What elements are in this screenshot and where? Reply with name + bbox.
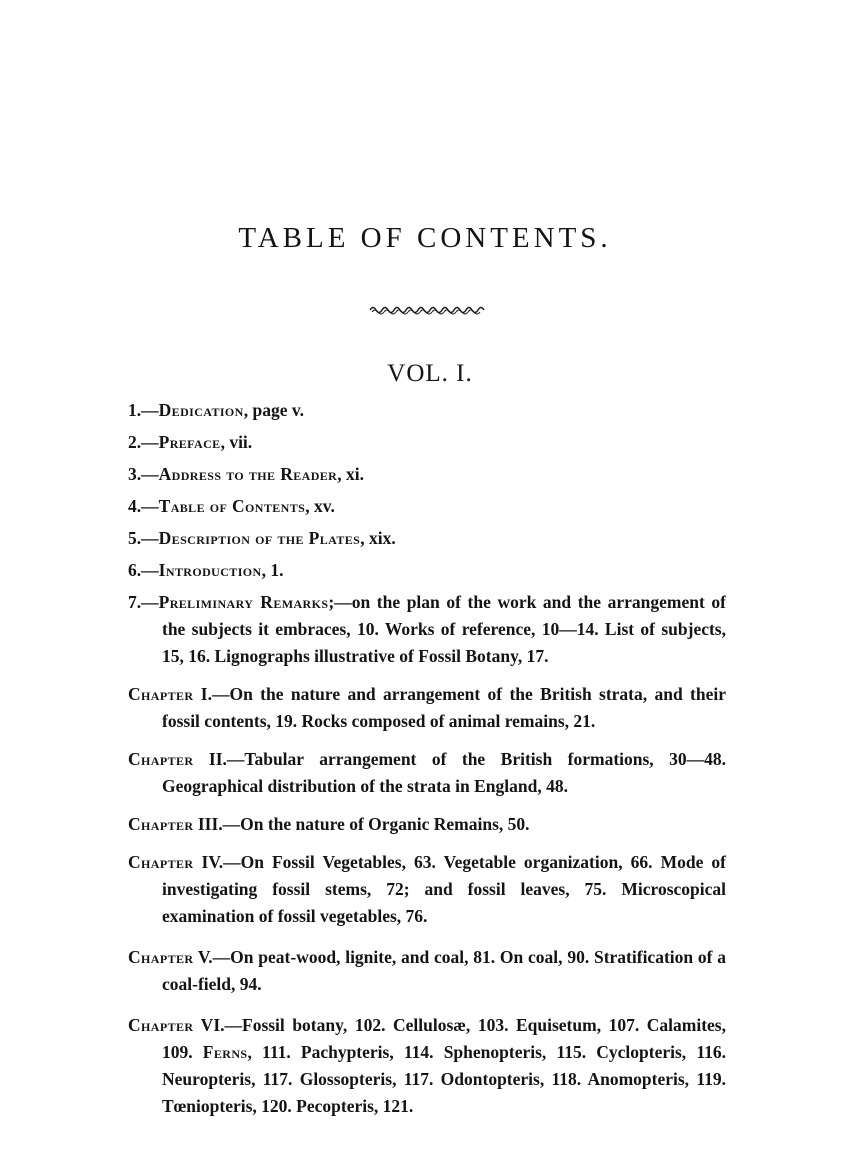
page-title: TABLE OF CONTENTS. bbox=[238, 222, 612, 254]
toc-entry-plates: 5.—Description of the Plates, xix. bbox=[128, 528, 396, 548]
wavy-ornament-icon bbox=[368, 302, 488, 316]
toc-entry-table-of-contents: 4.—Table of Contents, xv. bbox=[128, 496, 335, 516]
toc-entry-dedication: 1.—Dedication, page v. bbox=[128, 400, 305, 420]
toc-entry-chapter-5: Chapter V.—On peat-wood, lignite, and coal, 81. On coal, 90. Stratification of a coal-field, 94. bbox=[128, 947, 726, 994]
toc-entry-chapter-4: Chapter IV.—On Fossil Vegetables, 63. Vegetable organization, 66. Mode of investigating fossil stems, 72; and fossil leaves, 75. Microscopical examination of fossil vegetables, 76. bbox=[128, 852, 726, 926]
toc-entry-chapter-6: Chapter VI.—Fossil botany, 102. Cellulosæ, 103. Equisetum, 107. Calamites, 109. Ferns, 111. Pachypteris, 114. Sphenopteris, 115. Cyclopteris, 116. Neuropteris, 117. Glossopteris, 117. Odontopteris, 118. Anomopteris, 119. Tœniopteris, 120. Pecopteris, 121. bbox=[128, 1015, 727, 1116]
toc-entry-introduction: 6.—Introduction, 1. bbox=[128, 560, 284, 580]
toc-entry-chapter-1: Chapter I.—On the nature and arrangement of the British strata, and their fossil contents, 19. Rocks composed of animal remains, 21. bbox=[128, 684, 726, 731]
toc-entry-preliminary-remarks: 7.—Preliminary Remarks;—on the plan of the work and the arrangement of the subjects it embraces, 10. Works of reference, 10—14. List of subjects, 15, 16. Lignographs illustrative of Fossil Botany, 17. bbox=[128, 592, 726, 666]
toc-entry-chapter-3: Chapter III.—On the nature of Organic Remains, 50. bbox=[128, 814, 530, 834]
toc-entry-preface: 2.—Preface, vii. bbox=[128, 432, 253, 452]
contents-list bbox=[128, 397, 726, 1120]
toc-entry-address: 3.—Address to the Reader, xi. bbox=[128, 464, 364, 484]
volume-heading: VOL. I. bbox=[387, 360, 473, 387]
toc-entry-chapter-2: Chapter II.—Tabular arrangement of the British formations, 30—48. Geographical distribution of the strata in England, 48. bbox=[128, 749, 726, 796]
